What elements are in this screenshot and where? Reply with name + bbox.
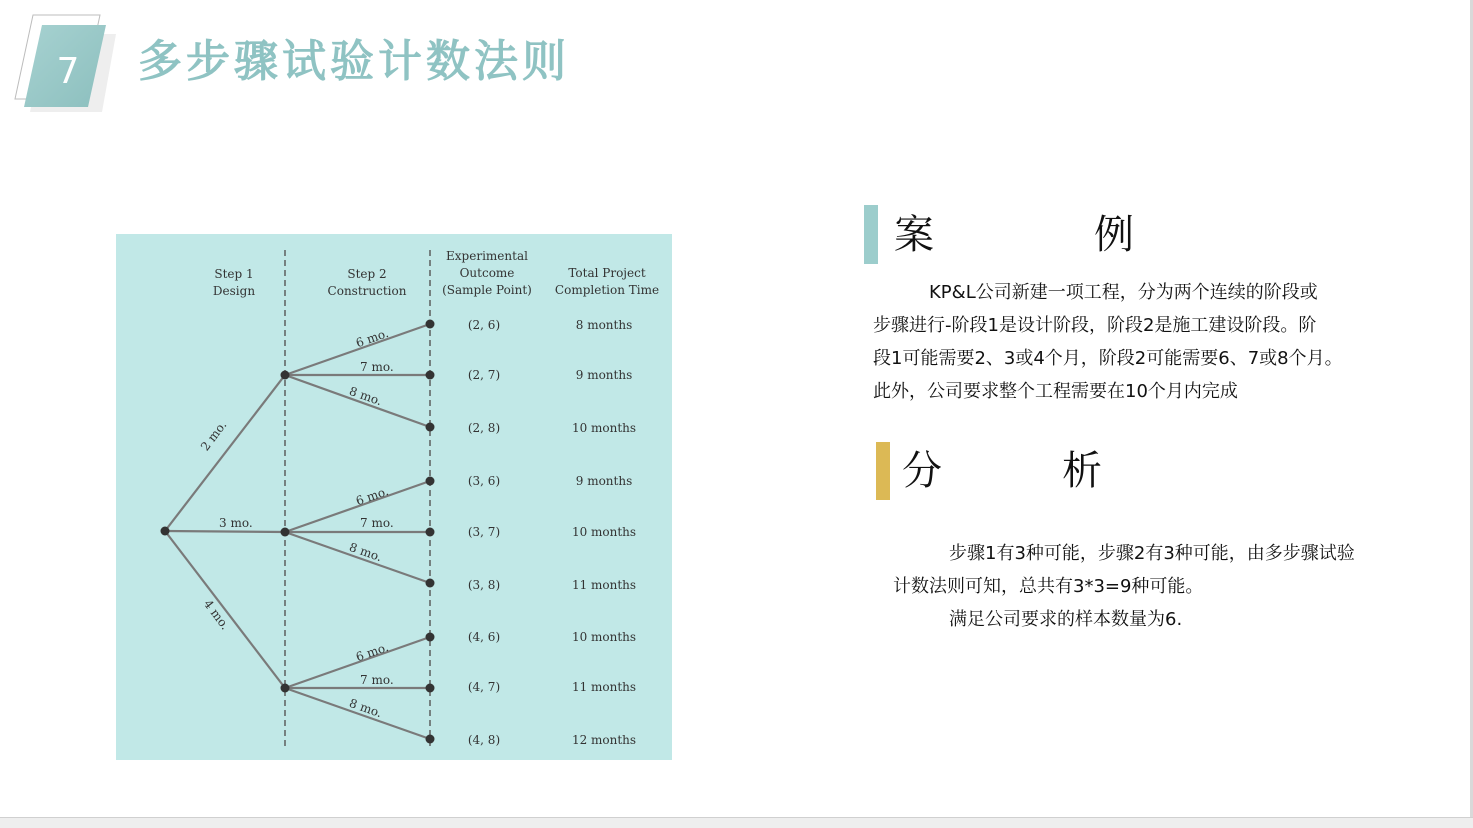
leaf-node-2-7 (426, 371, 435, 380)
header-total-line2: Completion Time (554, 283, 660, 297)
branch-4-8 (285, 688, 430, 739)
leaf-node-3-7 (426, 528, 435, 537)
step2-label-4-6: 6 mo. (354, 640, 391, 665)
outcome-point: (3, 8) (467, 578, 501, 592)
analysis-line-1: 步骤1有3种可能，步骤2有3种可能，由多步骤试验 (949, 543, 1355, 564)
leaf-node-2-6 (426, 320, 435, 329)
step1-node-4 (281, 684, 290, 693)
step1-node-3 (281, 528, 290, 537)
case-line-1: KP&L公司新建一项工程，分为两个连续的阶段或 (929, 282, 1318, 303)
leaf-node-3-8 (426, 579, 435, 588)
step2-label-3-8: 8 mo. (347, 540, 384, 565)
header-outcome-line2: Outcome (459, 266, 515, 280)
step1-node-2 (281, 371, 290, 380)
outcome-total: 12 months (571, 733, 637, 747)
outcome-point: (4, 7) (467, 680, 501, 694)
page-title: 多步骤试验计数法则 (138, 36, 570, 87)
tree-diagram (116, 234, 672, 760)
header-step2-line2: Construction (327, 284, 407, 298)
case-line-3: 段1可能需要2、3或4个月，阶段2可能需要6、7或8个月。 (873, 348, 1343, 369)
header-total (552, 265, 662, 299)
case-accent-bar (864, 205, 878, 264)
header-outcome-line3: (Sample Point) (442, 283, 532, 297)
outcome-total: 10 months (571, 421, 637, 435)
analysis-accent-bar (876, 442, 890, 500)
outcome-total: 8 months (575, 318, 633, 332)
outcome-point: (2, 6) (467, 318, 501, 332)
leaf-node-3-6 (426, 477, 435, 486)
analysis-line-3: 满足公司要求的样本数量为6. (949, 609, 1183, 630)
step2-label-3-6: 6 mo. (354, 484, 391, 509)
outcome-point: (2, 8) (467, 421, 501, 435)
header-total-line1: Total Project (568, 266, 646, 280)
branch-step1-3mo (165, 531, 285, 532)
outcome-point: (3, 6) (467, 474, 501, 488)
outcome-total: 11 months (571, 680, 637, 694)
case-line-2: 步骤进行-阶段1是设计阶段，阶段2是施工建设阶段。阶 (873, 315, 1317, 336)
outcome-total: 9 months (575, 368, 633, 382)
outcome-total: 9 months (575, 474, 633, 488)
header-step1 (194, 266, 274, 300)
outcome-total: 10 months (571, 630, 637, 644)
root-node (161, 527, 170, 536)
slide-number: 7 (56, 51, 80, 92)
step2-label-3-7: 7 mo. (360, 516, 394, 530)
branch-step1-4mo (165, 531, 285, 688)
case-heading: 案 例 (894, 212, 1134, 258)
step2-label-4-7: 7 mo. (360, 673, 394, 687)
slide-number-badge (8, 12, 118, 117)
analysis-heading: 分 析 (902, 448, 1102, 494)
outcome-point: (4, 8) (467, 733, 501, 747)
step2-label-2-7: 7 mo. (360, 360, 394, 374)
leaf-node-2-8 (426, 423, 435, 432)
step2-label-2-6: 6 mo. (354, 326, 391, 351)
header-outcome-line1: Experimental (446, 249, 528, 263)
leaf-node-4-7 (426, 684, 435, 693)
header-step2-line1: Step 2 (347, 267, 387, 281)
branch-step1-2mo (165, 375, 285, 531)
slide-edge-bottom (0, 817, 1473, 828)
leaf-node-4-8 (426, 735, 435, 744)
branch-3-8 (285, 532, 430, 583)
case-line-4: 此外，公司要求整个工程需要在10个月内完成 (873, 381, 1238, 402)
header-outcome (434, 248, 540, 299)
analysis-line-2: 计数法则可知，总共有3*3=9种可能。 (893, 576, 1204, 597)
header-step1-line2: Design (212, 284, 256, 298)
header-step2 (322, 266, 412, 300)
outcome-point: (2, 7) (467, 368, 501, 382)
header-step1-line1: Step 1 (214, 267, 254, 281)
outcome-total: 10 months (571, 525, 637, 539)
outcome-total: 11 months (571, 578, 637, 592)
leaf-node-4-6 (426, 633, 435, 642)
step1-label-4mo: 4 mo. (200, 597, 233, 633)
step2-label-2-8: 8 mo. (347, 384, 384, 409)
step2-label-4-8: 8 mo. (347, 696, 384, 721)
outcome-point: (4, 6) (467, 630, 501, 644)
outcome-point: (3, 7) (467, 525, 501, 539)
step1-label-2mo: 2 mo. (198, 418, 230, 454)
step1-label-3mo: 3 mo. (219, 516, 253, 530)
